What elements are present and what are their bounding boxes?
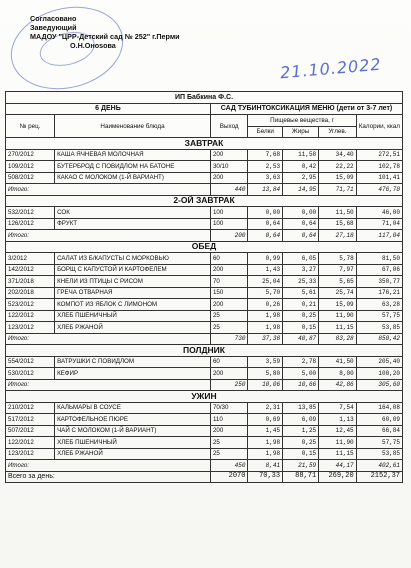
dish-yield: 200: [210, 368, 248, 380]
dish-carbs: 15,09: [319, 172, 357, 184]
dish-carbs: 11,15: [319, 448, 357, 460]
dish-yield: 200: [210, 149, 248, 161]
dish-row: [6, 368, 403, 380]
header-yield: Выход: [210, 115, 248, 138]
total-yield: 440: [210, 184, 248, 196]
dish-protein: 0,26: [248, 299, 283, 311]
recipe-number: 142/2012: [6, 264, 55, 276]
dish-protein: 5,70: [248, 287, 283, 299]
dish-calories: 101,41: [356, 172, 402, 184]
dish-calories: 57,75: [356, 437, 402, 449]
meal-section-row: [6, 138, 403, 150]
dish-row: [6, 253, 403, 265]
dish-protein: 7,68: [248, 149, 283, 161]
header-carbs: Углев.: [319, 126, 357, 138]
meal-section-row: [6, 391, 403, 403]
total-fat: 14,95: [283, 184, 319, 196]
dish-calories: 57,75: [356, 310, 402, 322]
approval-line-4: О.Н.Онosова: [70, 41, 116, 50]
dish-row: [6, 414, 403, 426]
recipe-number: 123/2012: [6, 448, 55, 460]
dish-carbs: 12,45: [319, 425, 357, 437]
dish-protein: 1,43: [248, 264, 283, 276]
dish-yield: 200: [210, 299, 248, 311]
dish-row: [6, 218, 403, 230]
grand-total-row: [6, 471, 403, 483]
grand-total-calories: 2152,37: [356, 471, 402, 483]
dish-carbs: 11,50: [319, 207, 357, 219]
total-fat: 21,59: [283, 460, 319, 472]
dish-calories: 102,78: [356, 161, 402, 173]
dish-calories: 350,77: [356, 276, 402, 288]
meal-section-title: ЗАВТРАК: [6, 138, 403, 150]
header-dish: Наименование блюда: [55, 115, 211, 138]
dish-protein: 0,99: [248, 253, 283, 265]
total-yield: 200: [210, 230, 248, 242]
dish-protein: 1,45: [248, 425, 283, 437]
dish-row: [6, 172, 403, 184]
total-carbs: 44,17: [319, 460, 357, 472]
total-carbs: 42,86: [319, 379, 357, 391]
meal-section-row: [6, 241, 403, 253]
dish-calories: 66,84: [356, 425, 402, 437]
total-label: Итого:: [6, 184, 211, 196]
dish-yield: 70/30: [210, 402, 248, 414]
meal-total-row: [6, 184, 403, 196]
dish-carbs: 8,00: [319, 368, 357, 380]
dish-name: КНЕЛИ ИЗ ПТИЦЫ С РИСОМ: [55, 276, 211, 288]
dish-yield: 25: [210, 322, 248, 334]
recipe-number: 532/2012: [6, 207, 55, 219]
dish-row: [6, 356, 403, 368]
meal-section-row: [6, 345, 403, 357]
dish-yield: 200: [210, 425, 248, 437]
total-yield: 450: [210, 460, 248, 472]
grand-total-carbs: 269,20: [319, 471, 357, 483]
dish-name: БУТЕРБРОД С ПОВИДЛОМ НА БАТОНЕ: [55, 161, 211, 173]
dish-name: ФРУКТ: [55, 218, 211, 230]
dish-yield: 100: [210, 218, 248, 230]
dish-fat: 3,27: [283, 264, 319, 276]
dish-name: КАКАО С МОЛОКОМ (1-Й ВАРИАНТ): [55, 172, 211, 184]
dish-carbs: 11,90: [319, 310, 357, 322]
dish-calories: 100,20: [356, 368, 402, 380]
approval-line-1: Согласовано: [30, 14, 77, 23]
meal-total-row: [6, 333, 403, 345]
dish-name: СОК: [55, 207, 211, 219]
grand-total-fat: 88,71: [283, 471, 319, 483]
recipe-number: 270/2012: [6, 149, 55, 161]
dish-name: БОРЩ С КАПУСТОЙ И КАРТОФЕЛЕМ: [55, 264, 211, 276]
organization-name: ИП Бабкина Ф.С.: [6, 92, 403, 104]
dish-name: ЧАЙ С МОЛОКОМ (1-Й ВАРИАНТ): [55, 425, 211, 437]
approval-line-3: МАДОУ "ЦРР-Детский сад № 252" г.Перми: [30, 32, 180, 41]
dish-fat: 13,85: [283, 402, 319, 414]
dish-row: [6, 287, 403, 299]
menu-table: [5, 91, 403, 483]
total-protein: 13,84: [248, 184, 283, 196]
dish-fat: 2,95: [283, 172, 319, 184]
dish-carbs: 15,68: [319, 218, 357, 230]
dish-fat: 1,25: [283, 425, 319, 437]
dish-carbs: 7,97: [319, 264, 357, 276]
total-calories: 117,04: [356, 230, 402, 242]
dish-protein: 0,64: [248, 218, 283, 230]
dish-protein: 1,98: [248, 310, 283, 322]
dish-fat: 0,25: [283, 310, 319, 322]
dish-fat: 6,09: [283, 414, 319, 426]
dish-protein: 3,59: [248, 356, 283, 368]
dish-row: [6, 276, 403, 288]
dish-row: [6, 161, 403, 173]
dish-calories: 67,06: [356, 264, 402, 276]
dish-name: ГРЕЧА ОТВАРНАЯ: [55, 287, 211, 299]
dish-yield: 100: [210, 207, 248, 219]
recipe-number: 210/2012: [6, 402, 55, 414]
total-fat: 40,87: [283, 333, 319, 345]
dish-fat: 25,33: [283, 276, 319, 288]
total-protein: 10,06: [248, 379, 283, 391]
dish-protein: 25,04: [248, 276, 283, 288]
total-yield: 730: [210, 333, 248, 345]
dish-calories: 53,85: [356, 322, 402, 334]
menu-title: САД ТУБИНТОКСИКАЦИЯ МЕНЮ (дети от 3-7 лет): [210, 103, 402, 115]
dish-fat: 0,15: [283, 448, 319, 460]
organization-row: [6, 92, 403, 104]
dish-fat: 5,61: [283, 287, 319, 299]
dish-calories: 63,28: [356, 299, 402, 311]
column-header-row: [6, 115, 403, 127]
dish-yield: 150: [210, 287, 248, 299]
dish-row: [6, 264, 403, 276]
dish-row: [6, 207, 403, 219]
dish-calories: 81,50: [356, 253, 402, 265]
dish-row: [6, 299, 403, 311]
total-fat: 0,64: [283, 230, 319, 242]
meal-section-title: ПОЛДНИК: [6, 345, 403, 357]
dish-fat: 0,21: [283, 299, 319, 311]
total-label: Итого:: [6, 460, 211, 472]
dish-fat: 6,05: [283, 253, 319, 265]
meal-total-row: [6, 230, 403, 242]
dish-name: КАЛЬМАРЫ В СОУСЕ: [55, 402, 211, 414]
total-calories: 402,61: [356, 460, 402, 472]
dish-protein: 1,98: [248, 448, 283, 460]
dish-calories: 205,40: [356, 356, 402, 368]
dish-name: КАРТОФЕЛЬНОЕ ПЮРЕ: [55, 414, 211, 426]
dish-yield: 60: [210, 253, 248, 265]
dish-carbs: 11,90: [319, 437, 357, 449]
dish-calories: 71,04: [356, 218, 402, 230]
dish-protein: 2,31: [248, 402, 283, 414]
dish-yield: 30/10: [210, 161, 248, 173]
recipe-number: 123/2012: [6, 322, 55, 334]
dish-calories: 60,09: [356, 414, 402, 426]
dish-fat: 5,00: [283, 368, 319, 380]
dish-name: САЛАТ ИЗ Б/КАПУСТЫ С МОРКОВЬЮ: [55, 253, 211, 265]
total-yield: 250: [210, 379, 248, 391]
dish-fat: 0,15: [283, 322, 319, 334]
meal-total-row: [6, 379, 403, 391]
dish-name: ХЛЕБ ПШЕНИЧНЫЙ: [55, 310, 211, 322]
approval-header: [30, 14, 230, 50]
recipe-number: 3/2012: [6, 253, 55, 265]
grand-total-yield: 2070: [210, 471, 248, 483]
dish-protein: 0,00: [248, 207, 283, 219]
dish-carbs: 41,50: [319, 356, 357, 368]
recipe-number: 202/2018: [6, 287, 55, 299]
approval-line-2: Заведующий: [30, 23, 77, 32]
grand-total-protein: 70,33: [248, 471, 283, 483]
dish-name: КАША ЯЧНЕВАЯ МОЛОЧНАЯ: [55, 149, 211, 161]
recipe-number: 508/2012: [6, 172, 55, 184]
total-label: Итого:: [6, 379, 211, 391]
dish-name: ВАТРУШКИ С ПОВИДЛОМ: [55, 356, 211, 368]
recipe-number: 507/2012: [6, 425, 55, 437]
meal-section-title: 2-ОЙ ЗАВТРАК: [6, 195, 403, 207]
day-label: 6 ДЕНЬ: [6, 103, 211, 115]
dish-yield: 60: [210, 356, 248, 368]
dish-protein: 1,98: [248, 437, 283, 449]
recipe-number: 122/2012: [6, 437, 55, 449]
dish-protein: 1,98: [248, 322, 283, 334]
recipe-number: 126/2012: [6, 218, 55, 230]
dish-row: [6, 149, 403, 161]
dish-carbs: 11,15: [319, 322, 357, 334]
dish-row: [6, 402, 403, 414]
meal-total-row: [6, 460, 403, 472]
handwritten-date: 21.10.2022: [279, 54, 383, 83]
header-recipe: № рец.: [6, 115, 55, 138]
dish-row: [6, 425, 403, 437]
dish-fat: 2,78: [283, 356, 319, 368]
dish-row: [6, 310, 403, 322]
total-carbs: 27,18: [319, 230, 357, 242]
recipe-number: 554/2012: [6, 356, 55, 368]
dish-calories: 176,21: [356, 287, 402, 299]
menu-title-row: [6, 103, 403, 115]
dish-carbs: 7,54: [319, 402, 357, 414]
dish-carbs: 25,74: [319, 287, 357, 299]
grand-total-label: Всего за день:: [6, 471, 211, 483]
dish-yield: 200: [210, 264, 248, 276]
dish-carbs: 5,65: [319, 276, 357, 288]
header-calories: Калории, ккал: [356, 115, 402, 138]
dish-yield: 25: [210, 437, 248, 449]
header-nutrients: Пищевые вещества, г: [248, 115, 356, 127]
total-protein: 37,38: [248, 333, 283, 345]
dish-fat: 0,00: [283, 207, 319, 219]
recipe-number: 523/2012: [6, 299, 55, 311]
dish-name: КОМПОТ ИЗ ЯБЛОК С ЛИМОНОМ: [55, 299, 211, 311]
dish-carbs: 22,22: [319, 161, 357, 173]
total-label: Итого:: [6, 333, 211, 345]
dish-carbs: 15,09: [319, 299, 357, 311]
dish-calories: 53,85: [356, 448, 402, 460]
dish-row: [6, 448, 403, 460]
dish-name: ХЛЕБ РЖАНОЙ: [55, 322, 211, 334]
dish-protein: 0,69: [248, 414, 283, 426]
dish-name: КЕФИР: [55, 368, 211, 380]
total-calories: 850,42: [356, 333, 402, 345]
dish-protein: 5,80: [248, 368, 283, 380]
recipe-number: 530/2012: [6, 368, 55, 380]
dish-carbs: 34,40: [319, 149, 357, 161]
recipe-number: 109/2012: [6, 161, 55, 173]
total-carbs: 71,71: [319, 184, 357, 196]
dish-calories: 272,51: [356, 149, 402, 161]
total-protein: 0,64: [248, 230, 283, 242]
dish-row: [6, 437, 403, 449]
total-carbs: 83,28: [319, 333, 357, 345]
recipe-number: 122/2012: [6, 310, 55, 322]
dish-yield: 200: [210, 172, 248, 184]
dish-yield: 70: [210, 276, 248, 288]
header-protein: Белки: [248, 126, 283, 138]
dish-fat: 0,64: [283, 218, 319, 230]
dish-carbs: 1,13: [319, 414, 357, 426]
recipe-number: 517/2012: [6, 414, 55, 426]
header-fat: Жиры: [283, 126, 319, 138]
meal-section-title: ОБЕД: [6, 241, 403, 253]
dish-fat: 0,42: [283, 161, 319, 173]
dish-carbs: 5,78: [319, 253, 357, 265]
dish-fat: 0,25: [283, 437, 319, 449]
dish-fat: 11,58: [283, 149, 319, 161]
dish-name: ХЛЕБ РЖАНОЙ: [55, 448, 211, 460]
dish-name: ХЛЕБ ПШЕНИЧНЫЙ: [55, 437, 211, 449]
dish-calories: 164,08: [356, 402, 402, 414]
dish-calories: 46,00: [356, 207, 402, 219]
dish-protein: 2,53: [248, 161, 283, 173]
dish-yield: 25: [210, 310, 248, 322]
total-calories: 305,60: [356, 379, 402, 391]
meal-section-title: УЖИН: [6, 391, 403, 403]
meal-section-row: [6, 195, 403, 207]
total-fat: 10,66: [283, 379, 319, 391]
dish-yield: 110: [210, 414, 248, 426]
total-protein: 8,41: [248, 460, 283, 472]
total-calories: 476,70: [356, 184, 402, 196]
dish-row: [6, 322, 403, 334]
dish-protein: 3,63: [248, 172, 283, 184]
total-label: Итого:: [6, 230, 211, 242]
recipe-number: 371/2018: [6, 276, 55, 288]
dish-yield: 25: [210, 448, 248, 460]
